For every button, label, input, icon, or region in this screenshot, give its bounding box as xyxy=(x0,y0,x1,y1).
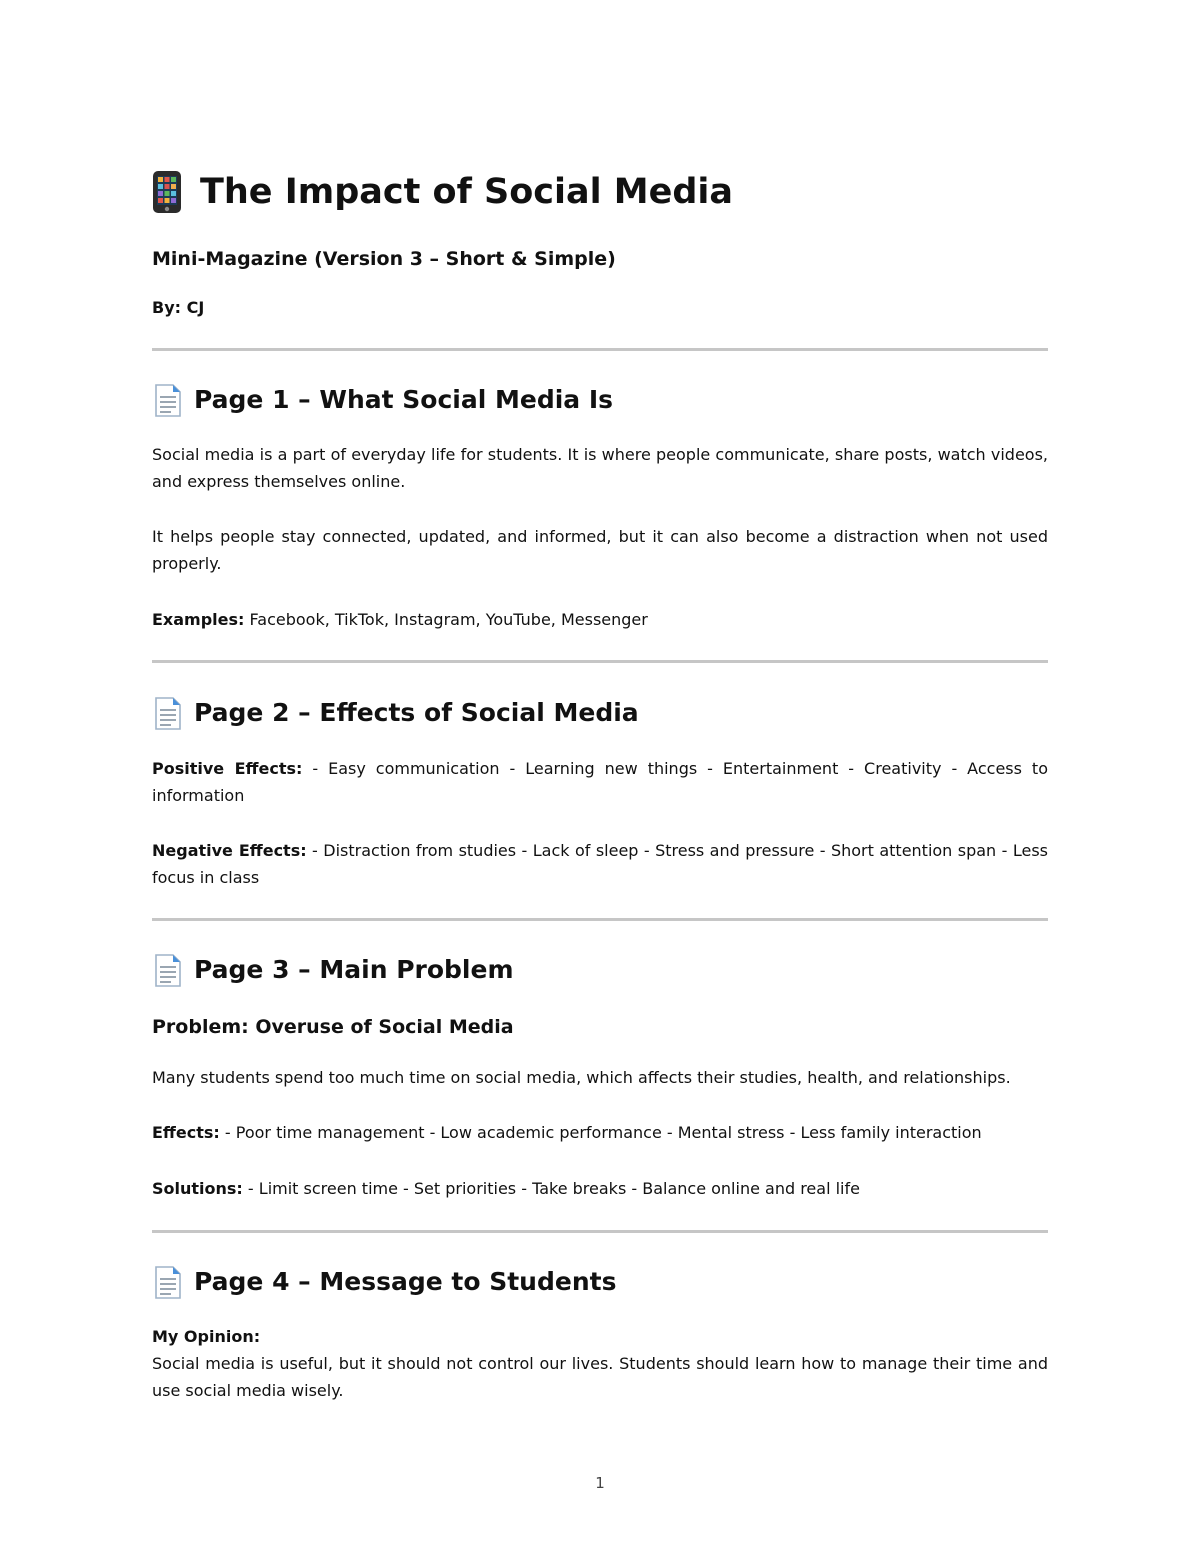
section-2-negative-effects xyxy=(152,837,1048,891)
document-title-text: The Impact of Social Media xyxy=(200,172,734,212)
document-subtitle: Mini-Magazine (Version 3 – Short & Simple) xyxy=(152,248,616,270)
page-document-icon xyxy=(152,954,183,987)
examples-text: Facebook, TikTok, Instagram, YouTube, Messenger xyxy=(244,610,648,629)
section-heading-text: Page 2 – Effects of Social Media xyxy=(194,698,639,727)
section-3-effects xyxy=(152,1119,1048,1146)
page-document-icon xyxy=(152,697,183,730)
document-page xyxy=(152,0,1048,1553)
positive-effects-text: - Easy communication - Learning new things - Entertainment - Creativity - Access to information xyxy=(152,759,1048,805)
section-heading-text: Page 3 – Main Problem xyxy=(194,955,514,984)
page-number: 1 xyxy=(595,1474,605,1492)
section-3-solutions xyxy=(152,1175,1048,1202)
opinion-text: Social media is useful, but it should not control our lives. Students should learn how to manage their time and use social media wisely. xyxy=(152,1354,1048,1400)
effects-text: - Poor time management - Low academic performance - Mental stress - Less family interaction xyxy=(219,1123,982,1142)
positive-effects-label: Positive Effects: xyxy=(152,759,303,778)
document-byline: By: CJ xyxy=(152,298,205,317)
section-divider xyxy=(152,348,1048,351)
section-heading-page-1 xyxy=(152,383,613,417)
section-heading-text: Page 1 – What Social Media Is xyxy=(194,385,614,414)
negative-effects-text: - Distraction from studies - Lack of sleep - Stress and pressure - Short attention span - Less focus in class xyxy=(152,841,1048,887)
section-heading-page-3 xyxy=(152,953,514,987)
page-document-icon xyxy=(152,384,183,417)
effects-label: Effects: xyxy=(152,1123,220,1142)
section-1-paragraph-1: Social media is a part of everyday life for students. It is where people communicate, share posts, watch videos, and express themselves online. xyxy=(152,445,1048,491)
solutions-text: - Limit screen time - Set priorities - Take breaks - Balance online and real life xyxy=(242,1179,860,1198)
section-heading-text: Page 4 – Message to Students xyxy=(194,1267,617,1296)
section-1-paragraph-2: It helps people stay connected, updated, and informed, but it can also become a distraction when not used properly. xyxy=(152,527,1048,573)
solutions-label: Solutions: xyxy=(152,1179,243,1198)
section-divider xyxy=(152,1230,1048,1233)
section-4-opinion xyxy=(152,1323,1048,1404)
section-1-examples xyxy=(152,606,1048,633)
section-divider xyxy=(152,660,1048,663)
section-2-positive-effects xyxy=(152,755,1048,809)
problem-subheading: Problem: Overuse of Social Media xyxy=(152,1016,514,1038)
mobile-phone-icon xyxy=(152,170,182,214)
opinion-label: My Opinion: xyxy=(152,1327,261,1346)
examples-label: Examples: xyxy=(152,610,245,629)
section-3-paragraph-1: Many students spend too much time on social media, which affects their studies, health, and relationships. xyxy=(152,1068,1011,1087)
section-heading-page-4 xyxy=(152,1265,616,1299)
section-heading-page-2 xyxy=(152,696,639,730)
negative-effects-label: Negative Effects: xyxy=(152,841,307,860)
page-document-icon xyxy=(152,1266,183,1299)
section-divider xyxy=(152,918,1048,921)
document-title xyxy=(152,168,733,216)
